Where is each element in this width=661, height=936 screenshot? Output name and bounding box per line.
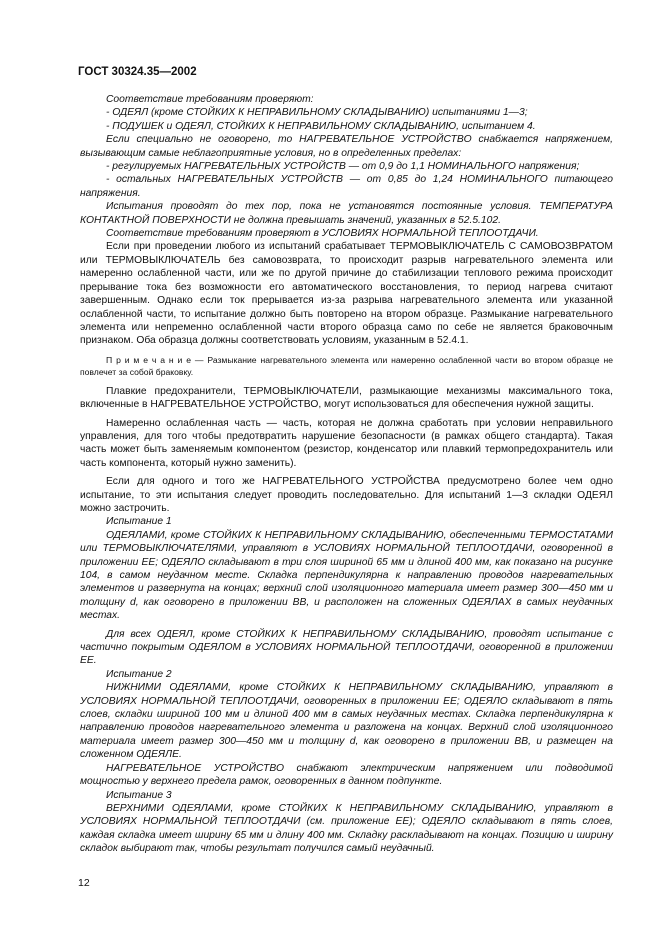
paragraph: Соответствие требованиям проверяют: [106, 94, 314, 105]
paragraph: Испытания проводят до тех пор, пока не установятся постоянные условия. ТЕМПЕРАТУРА КОНТАКТНОЙ ПОВЕРХНОСТИ не должна превышать значений, указанных в 52.5.102. [80, 201, 613, 226]
paragraph: - регулируемых НАГРЕВАТЕЛЬНЫХ УСТРОЙСТВ — от 0,9 до 1,1 НОМИНАЛЬНОГО напряжения; [106, 161, 580, 173]
paragraph: ОДЕЯЛАМИ, кроме СТОЙКИХ К НЕПРАВИЛЬНОМУ СКЛАДЫВАНИЮ, обеспеченными ТЕРМОСТАТАМИ или ТЕРМОВЫКЛЮЧАТЕЛЯМИ, управляют в УСЛОВИЯХ НОРМАЛЬНОЙ ТЕПЛООТДАЧИ, оговоренной в приложении ЕЕ; ОДЕЯЛО складывают в три слоя шириной 65 мм и длиной 400 мм, как показано на рисунке 104, в самом неудачном месте. Складка перпендикулярна к направлению проводов нагревательных элементов и развернута на концах; верхний слой изоляционного материала имеет размер 300—450 мм и толщину d, как оговорено в приложении ВВ, и расположен на сложенных ОДЕЯЛАХ в самых неудачных местах. [80, 529, 613, 622]
paragraph: Соответствие требованиям проверяют в УСЛОВИЯХ НОРМАЛЬНОЙ ТЕПЛООТДАЧИ. [106, 228, 539, 240]
paragraph: Испытание 3 [106, 789, 172, 801]
body-text [80, 93, 613, 856]
paragraph: - остальных НАГРЕВАТЕЛЬНЫХ УСТРОЙСТВ — от 0,85 до 1,24 НОМИНАЛЬНОГО питающего напряжения. [80, 174, 613, 199]
paragraph: Испытание 1 [106, 516, 172, 528]
paragraph: Намеренно ослабленная часть — часть, которая не должна сработать при условии неправильного управления, для того чтобы предотвратить нарушение безопасности (в рамках общего стандарта). Такая часть может быть заменяемым компонентом (резистор, конденсатор или плавкий термопредохранитель или часть компонента, который нужно заменить). [80, 417, 613, 469]
standard-header: ГОСТ 30324.35—2002 [78, 66, 197, 78]
paragraph: Испытание 2 [106, 668, 172, 680]
paragraph: ВЕРХНИМИ ОДЕЯЛАМИ, кроме СТОЙКИХ К НЕПРАВИЛЬНОМУ СКЛАДЫВАНИЮ, управляют в УСЛОВИЯХ НОРМАЛЬНОЙ ТЕПЛООТДАЧИ (см. приложение ЕЕ); ОДЕЯЛО складывают в пять слоев, каждая складка имеет ширину 65 мм и длину 400 мм. Складку раскладывают на концах. Позицию и ширину складок выбирают так, чтобы результат получился самый неудачный. [80, 802, 613, 855]
page-number: 12 [78, 877, 90, 889]
paragraph: Если специально не оговорено, то НАГРЕВАТЕЛЬНОЕ УСТРОЙСТВО снабжается напряжением, вызывающим самые неблагоприятные условия, но в определенных пределах: [80, 134, 613, 159]
paragraph: Для всех ОДЕЯЛ, кроме СТОЙКИХ К НЕПРАВИЛЬНОМУ СКЛАДЫВАНИЮ, проводят испытание с частично покрытым ОДЕЯЛОМ в УСЛОВИЯХ НОРМАЛЬНОЙ ТЕПЛООТДАЧИ, оговоренной в приложении ЕЕ. [80, 628, 613, 667]
paragraph: НИЖНИМИ ОДЕЯЛАМИ, кроме СТОЙКИХ К НЕПРАВИЛЬНОМУ СКЛАДЫВАНИЮ, управляют в УСЛОВИЯХ НОРМАЛЬНОЙ ТЕПЛООТДАЧИ, оговоренных в приложении ЕЕ; ОДЕЯЛО складывают в пять слоев, складки шириной 100 мм и длиной 400 мм в самых неудачных местах. Складка перпендикулярна к направлению проводов нагревательного элемента и разложена на концах. Верхний слой изоляционного материала имеет размер 300—450 мм и толщину d, как оговорено в приложении ВВ, и размещен на сложенном ОДЕЯЛЕ. [80, 682, 613, 761]
paragraph: Если для одного и того же НАГРЕВАТЕЛЬНОГО УСТРОЙСТВА предусмотрено более чем одно испытание, то эти испытания следует проводить последовательно. Для испытаний 1—3 складки ОДЕЯЛ можно застрочить. [80, 476, 613, 514]
paragraph: НАГРЕВАТЕЛЬНОЕ УСТРОЙСТВО снабжают электрическим напряжением или подводимой мощностью у верхнего предела рамок, оговоренных в данном подпункте. [80, 762, 613, 788]
paragraph: Плавкие предохранители, ТЕРМОВЫКЛЮЧАТЕЛИ, размыкающие механизмы максимального тока, включенные в НАГРЕВАТЕЛЬНОЕ УСТРОЙСТВО, могут использоваться для обеспечения нужной защиты. [80, 385, 613, 411]
paragraph: Если при проведении любого из испытаний срабатывает ТЕРМОВЫКЛЮЧАТЕЛЬ С САМОВОЗВРАТОМ или ТЕРМОВЫКЛЮЧАТЕЛЬ без самовозврата, то происходит разрыв нагревательного элемента или намеренно ослабленной части, или же по другой причине до стабилизации теплового режима происходит прерывание тока без возможности его автоматического восстановления, то период нагрева считают завершенным. Однако если ток прерывается из-за разрыва нагревательного элемента или указанной ослабленной части, то испытание должно быть повторено на втором образце. Размыкание нагревательного элемента или непременно ослабленной части второго образца само по себе не является браковочным признаком. Оба образца должны соответствовать условиям, указанным в 52.4.1. [80, 241, 613, 347]
paragraph: - ОДЕЯЛ (кроме СТОЙКИХ К НЕПРАВИЛЬНОМУ СКЛАДЫВАНИЮ) испытаниями 1—3; [106, 107, 528, 119]
note-paragraph: П р и м е ч а н и е — Размыкание нагревательного элемента или намеренно ослабленной части во втором образце не повлечет за собой браковку. [80, 354, 613, 377]
paragraph: - ПОДУШЕК и ОДЕЯЛ, СТОЙКИХ К НЕПРАВИЛЬНОМУ СКЛАДЫВАНИЮ, испытанием 4. [106, 120, 536, 132]
